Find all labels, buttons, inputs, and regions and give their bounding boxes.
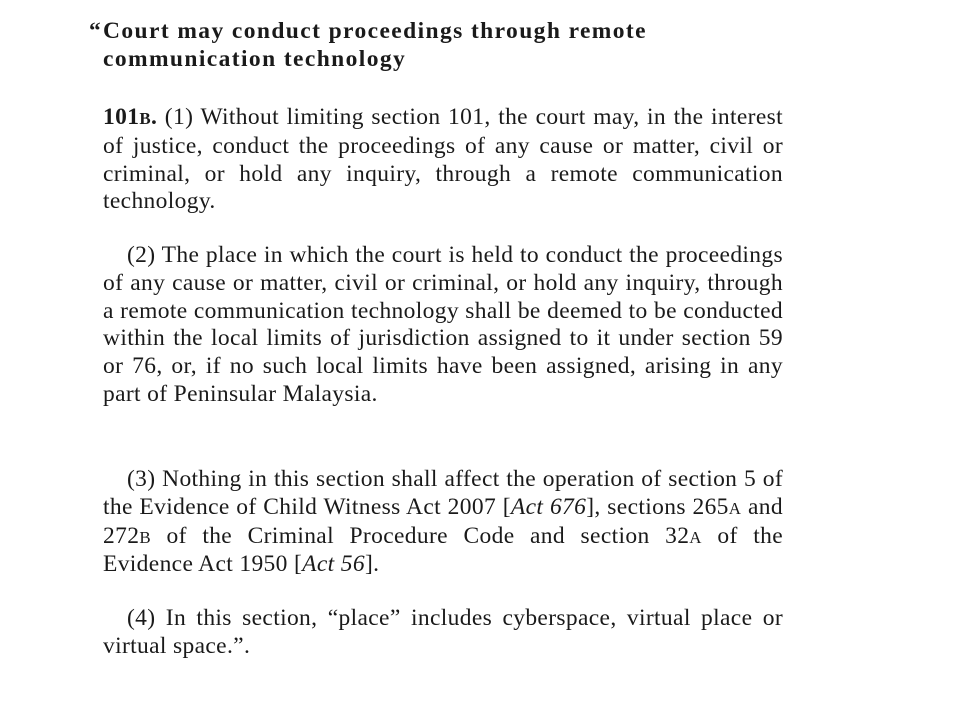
paragraph-4	[103, 605, 783, 661]
paragraph-1	[103, 104, 783, 216]
paragraph-1-text: (1) Without limiting section 101, the court may, in the interest of justice, conduct the proceedings of any cause or matter, civil or criminal, or hold any inquiry, through a remote communication technology.	[103, 104, 783, 215]
heading-line-2: communication technology	[103, 45, 407, 72]
section-heading	[89, 18, 783, 74]
section-number: 101B.	[103, 104, 158, 130]
act-reference: Act 56	[302, 551, 365, 578]
act-reference: Act 676	[510, 493, 587, 520]
paragraph-3: (3) Nothing in this section shall affect the operation of section 5 of the Evidence of Child Witness Act 2007 [Act 676], sections 265A and 272B of the Criminal Procedure Code and section 32A of the Evidence Act 1950 [Act 56].	[103, 466, 783, 578]
paragraph-4-text: (4) In this section, “place” includes cyberspace, virtual place or virtual space.”.	[103, 605, 783, 659]
heading-open-quote: “	[89, 18, 103, 44]
paragraph-2-text: (2) The place in which the court is held to conduct the proceedings of any cause or matter, civil or criminal, or hold any inquiry, through a remote communication technology shall be deemed to be conducted within the local limits of jurisdiction assigned to it under section 59 or 76, or, if no such local limits have been assigned, arising in any part of Peninsular Malaysia.	[103, 242, 783, 407]
heading-line-1: Court may conduct proceedings through remote	[103, 18, 647, 44]
paragraph-2	[103, 242, 783, 409]
